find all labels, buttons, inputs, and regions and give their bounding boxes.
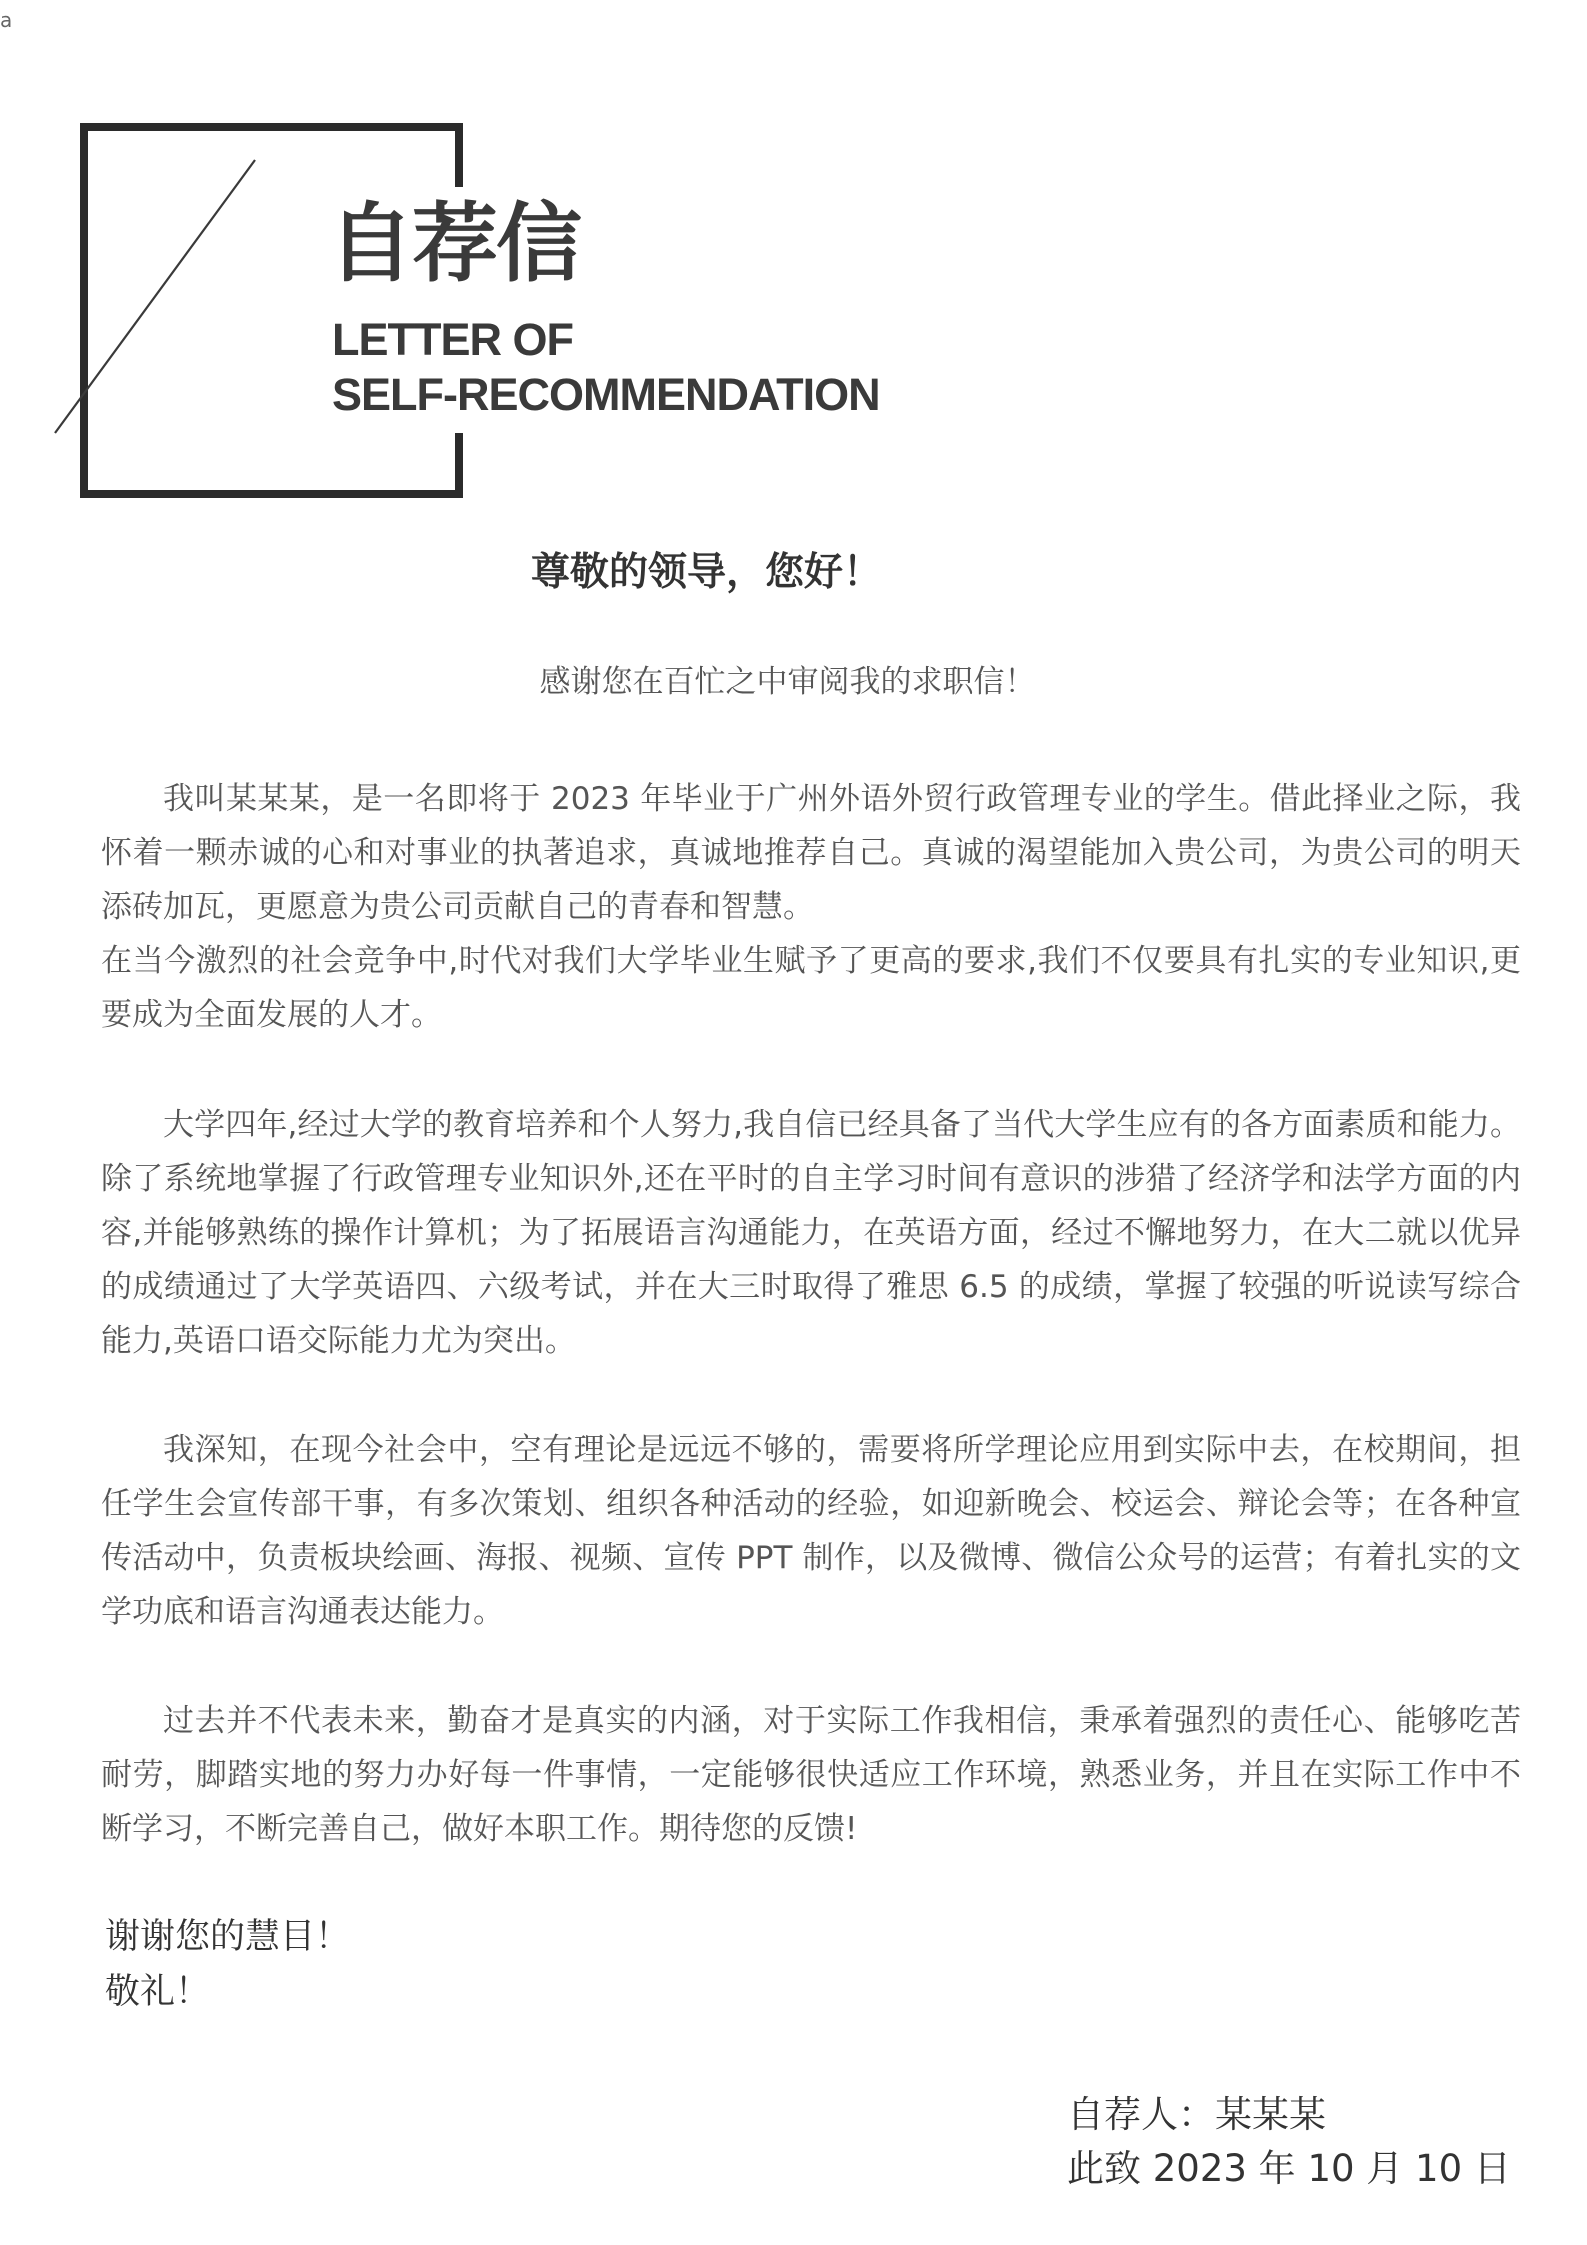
- paragraph-line: 在当今激烈的社会竞争中,时代对我们大学毕业生赋予了更高的要求,我们不仅要具有扎实的专业知识,更要成为全面发展的人才。: [101, 943, 1521, 1033]
- thanks-text: 感谢您在百忙之中审阅我的求职信！: [539, 664, 1036, 700]
- greeting-text: 尊敬的领导，您好！: [530, 550, 882, 595]
- title-en-line2: SELF-RECOMMENDATION: [332, 369, 880, 420]
- paragraph-line: 我叫某某某，是一名即将于 2023 年毕业于广州外语外贸行政管理专业的学生。借此择业之际，我怀着一颗赤诚的心和对事业的执著追求，真诚地推荐自己。真诚的渴望能加入贵公司，为贵公司的明天添砖加瓦，更愿意为贵公司贡献自己的青春和智慧。: [101, 781, 1521, 925]
- paragraph-line: 大学四年,经过大学的教育培养和个人努力,我自信已经具备了当代大学生应有的各方面素质和能力。除了系统地掌握了行政管理专业知识外,还在平时的自主学习时间有意识的涉猎了经济学和法学方面的内容,并能够熟练的操作计算机；为了拓展语言沟通能力，在英语方面，经过不懈地努力，在大二就以优异的成绩通过了大学英语四、六级考试，并在大三时取得了雅思 6.5 的成绩，掌握了较强的听说读写综合能力,英语口语交际能力尤为突出。: [101, 1107, 1521, 1359]
- body-paragraph-1: [101, 772, 1521, 1042]
- page-title-cn: 自荐信: [328, 194, 580, 294]
- paragraph-line: 我深知，在现今社会中，空有理论是远远不够的，需要将所学理论应用到实际中去，在校期间，担任学生会宣传部干事，有多次策划、组织各种活动的经验，如迎新晚会、校运会、辩论会等；在各种宣传活动中，负责板块绘画、海报、视频、宣传 PPT 制作，以及微博、微信公众号的运营；有着扎实的文学功底和语言沟通表达能力。: [101, 1432, 1521, 1630]
- body-paragraph-3: [101, 1423, 1521, 1639]
- title-en-line1: LETTER OF: [332, 314, 573, 365]
- corner-mark: a: [0, 8, 13, 32]
- greeting: [0, 548, 1587, 598]
- signature-block: [1067, 2088, 1511, 2196]
- closing-thanks: 谢谢您的慧目！: [105, 1917, 351, 1957]
- closing: [105, 1910, 350, 2020]
- signer-name: 自荐人：某某某: [1067, 2093, 1326, 2136]
- signature-date: 此致 2023 年 10 月 10 日: [1067, 2147, 1511, 2190]
- thanks-line: [0, 660, 1587, 704]
- closing-salute: 敬礼！: [105, 1972, 211, 2012]
- paragraph-line: 过去并不代表未来，勤奋才是真实的内涵，对于实际工作我相信，秉承着强烈的责任心、能够吃苦耐劳，脚踏实地的努力办好每一件事情，一定能够很快适应工作环境，熟悉业务，并且在实际工作中不断学习，不断完善自己，做好本职工作。期待您的反馈!: [101, 1703, 1521, 1847]
- page-title-en: [332, 312, 880, 422]
- body-paragraph-4: [101, 1694, 1521, 1856]
- body-paragraph-2: [101, 1098, 1521, 1368]
